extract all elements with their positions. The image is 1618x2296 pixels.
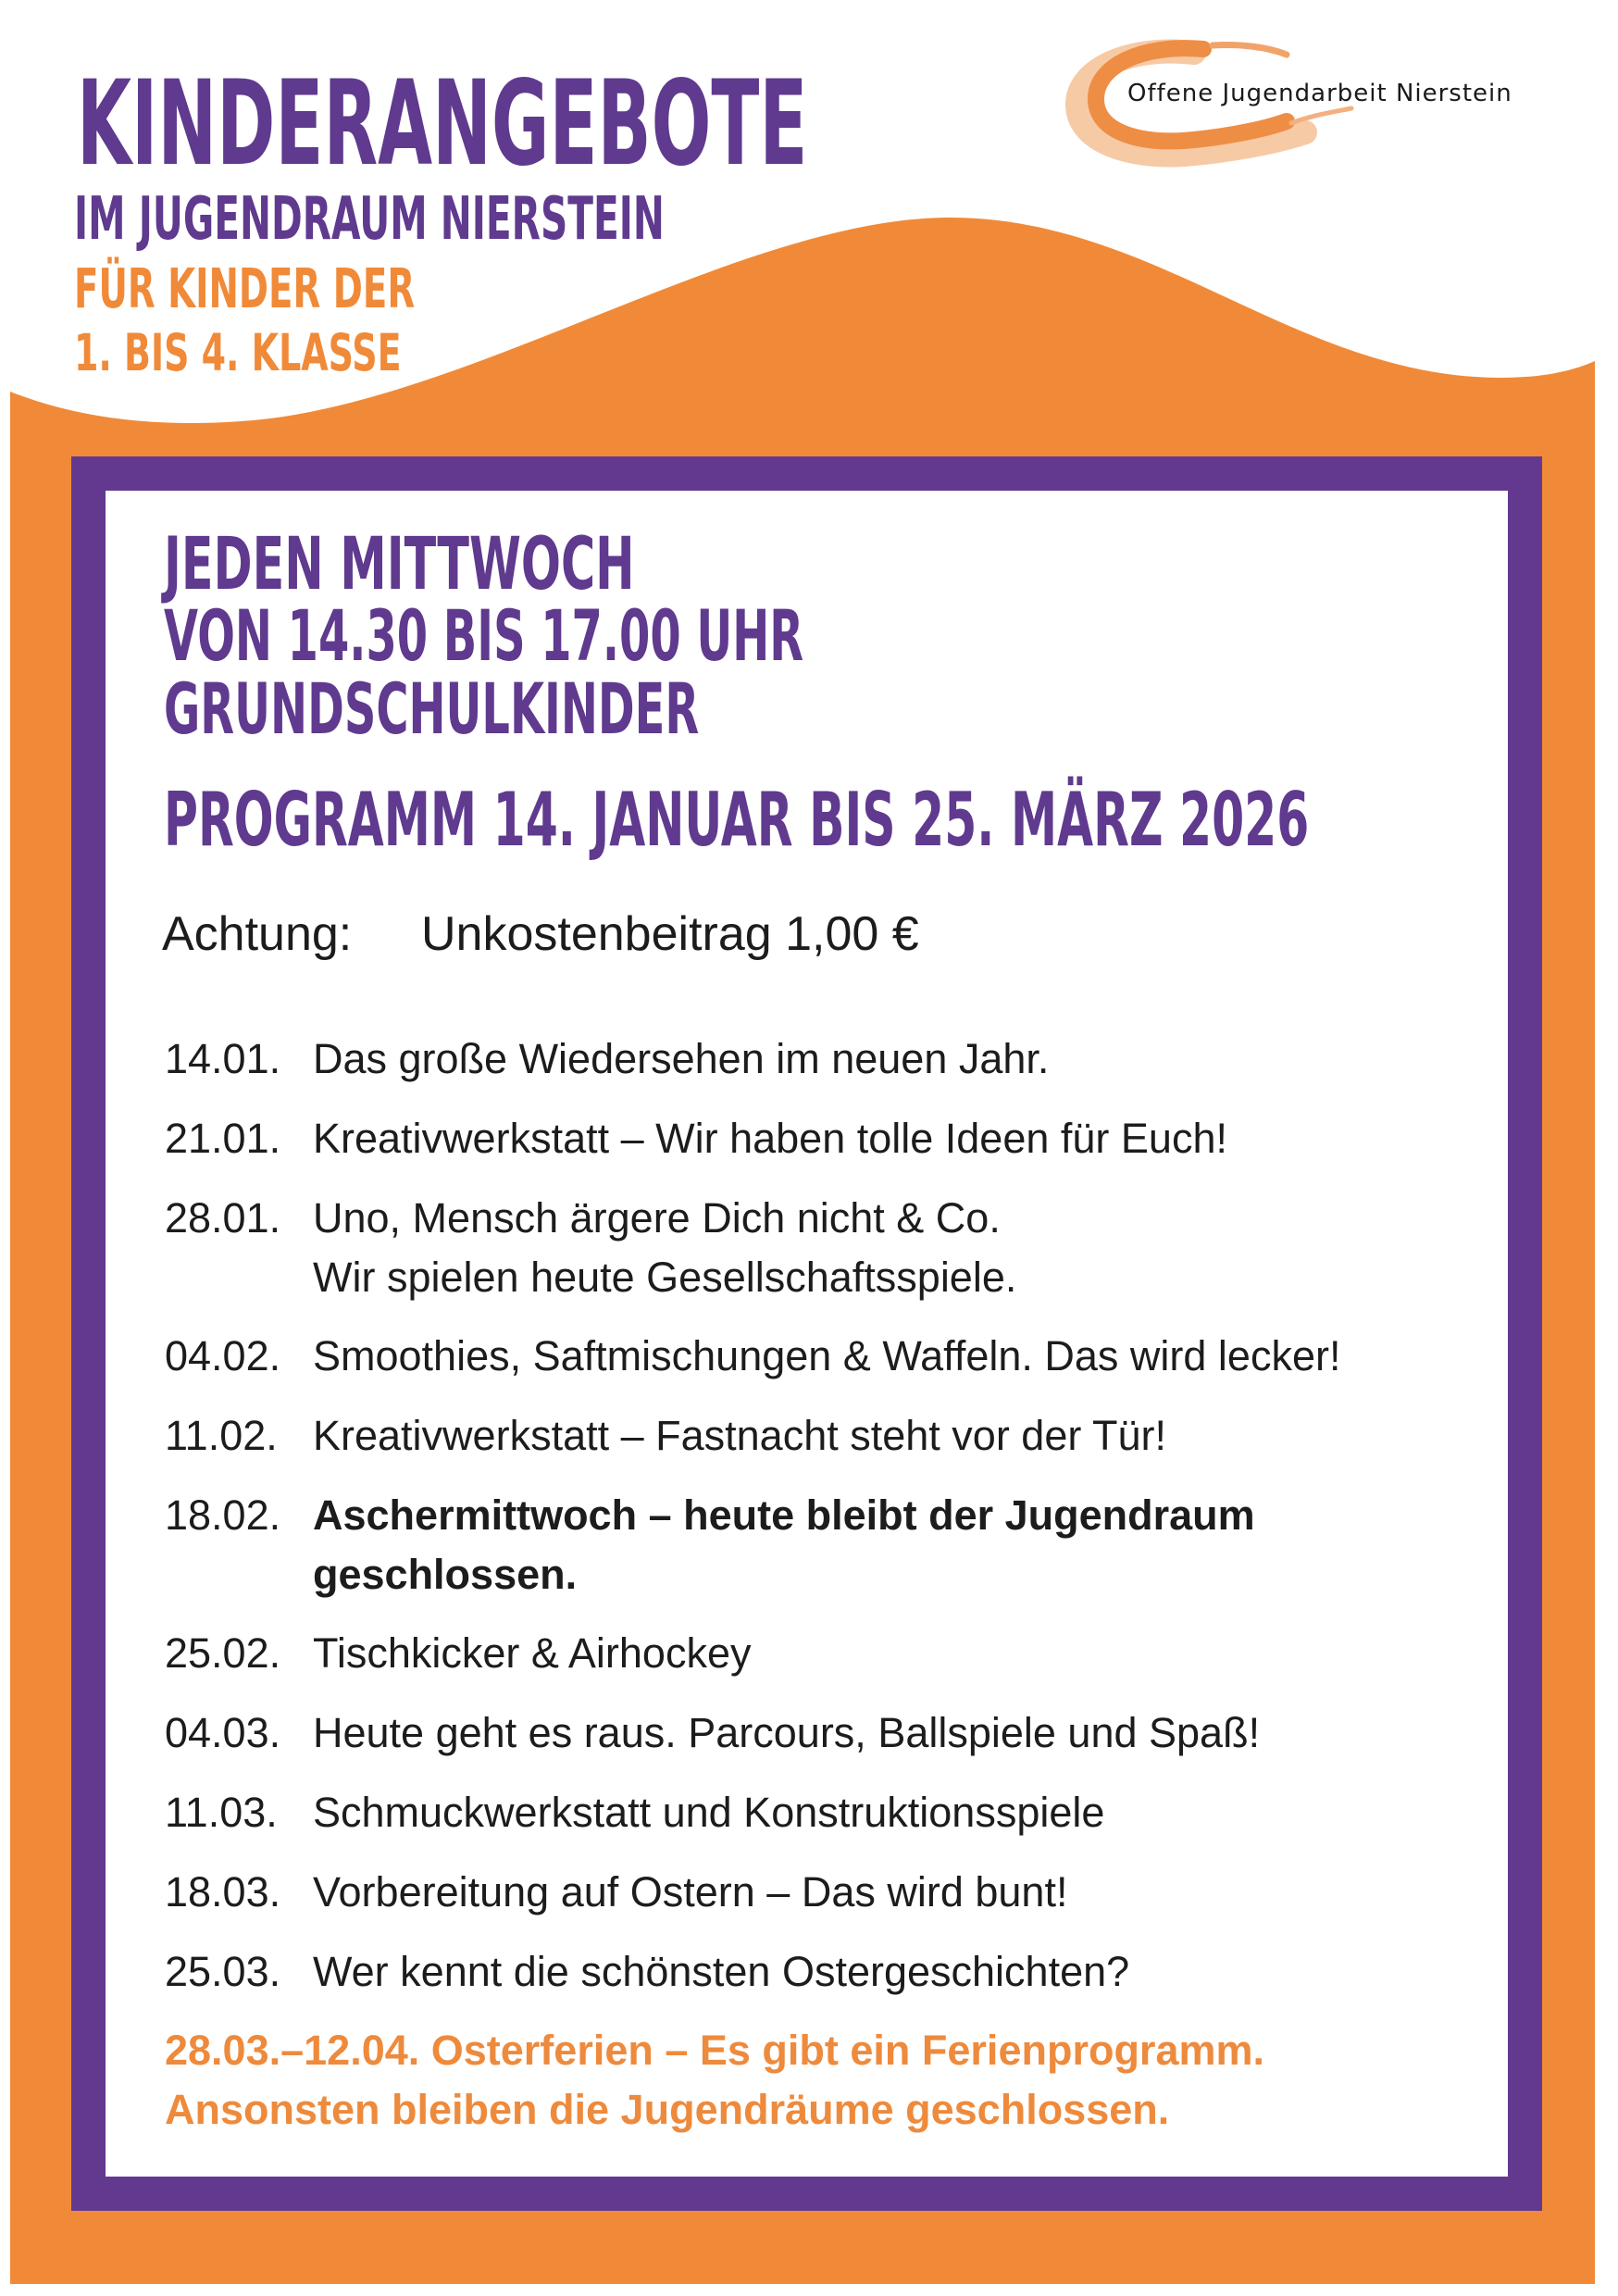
item-description: Kreativwerkstatt – Fastnacht steht vor der Tür! bbox=[313, 1412, 1167, 1459]
audience-line-1: FÜR KINDER DER bbox=[74, 256, 416, 320]
item-description: Tischkicker & Airhockey bbox=[313, 1629, 752, 1677]
item-date: 04.02. bbox=[165, 1332, 281, 1379]
item-description: Vorbereitung auf Ostern – Das wird bunt! bbox=[313, 1868, 1068, 1915]
item-date: 11.02. bbox=[165, 1412, 278, 1459]
logo-text: Offene Jugendarbeit Nierstein bbox=[1127, 80, 1512, 107]
item-description: Heute geht es raus. Parcours, Ballspiele und Spaß! bbox=[313, 1709, 1261, 1756]
item-date: 11.03. bbox=[165, 1789, 278, 1836]
item-date: 21.01. bbox=[165, 1115, 281, 1162]
item-description-closed: Aschermittwoch – heute bleibt der Jugendraum bbox=[313, 1491, 1255, 1539]
item-description-closed-continued: geschlossen. bbox=[313, 1551, 578, 1598]
fee-value: Unkostenbeitrag 1,00 € bbox=[421, 907, 919, 961]
program-period: PROGRAMM 14. JANUAR BIS 25. MÄRZ 2026 bbox=[164, 777, 1310, 863]
page-title: KINDERANGEBOTE bbox=[77, 55, 808, 192]
item-date: 04.03. bbox=[165, 1709, 281, 1756]
location-subtitle: IM JUGENDRAUM NIERSTEIN bbox=[74, 185, 665, 254]
item-description: Smoothies, Saftmischungen & Waffeln. Das wird lecker! bbox=[313, 1332, 1341, 1379]
fee-label: Achtung: bbox=[162, 907, 353, 961]
item-description: Wer kennt die schönsten Ostergeschichten? bbox=[313, 1948, 1130, 1995]
item-description: Uno, Mensch ärgere Dich nicht & Co. bbox=[313, 1194, 1001, 1242]
holiday-note-line-1: 28.03.–12.04. Osterferien – Es gibt ein Ferienprogramm. bbox=[165, 2027, 1264, 2074]
schedule-audience: GRUNDSCHULKINDER bbox=[164, 668, 700, 750]
item-date: 28.01. bbox=[165, 1194, 281, 1242]
item-description-continued: Wir spielen heute Gesellschaftsspiele. bbox=[313, 1254, 1017, 1301]
item-date: 25.02. bbox=[165, 1629, 281, 1677]
item-date: 18.02. bbox=[165, 1491, 281, 1539]
item-description: Das große Wiedersehen im neuen Jahr. bbox=[313, 1035, 1050, 1082]
holiday-note-line-2: Ansonsten bleiben die Jugendräume geschlossen. bbox=[165, 2086, 1170, 2133]
item-description: Kreativwerkstatt – Wir haben tolle Ideen für Euch! bbox=[313, 1115, 1227, 1162]
item-date: 18.03. bbox=[165, 1868, 281, 1915]
schedule-day: JEDEN MITTWOCH bbox=[164, 523, 635, 606]
audience-line-2: 1. BIS 4. KLASSE bbox=[74, 323, 402, 382]
item-date: 25.03. bbox=[165, 1948, 281, 1995]
item-date: 14.01. bbox=[165, 1035, 281, 1082]
item-description: Schmuckwerkstatt und Konstruktionsspiele bbox=[313, 1789, 1105, 1836]
schedule-time: VON 14.30 BIS 17.00 UHR bbox=[164, 594, 804, 677]
